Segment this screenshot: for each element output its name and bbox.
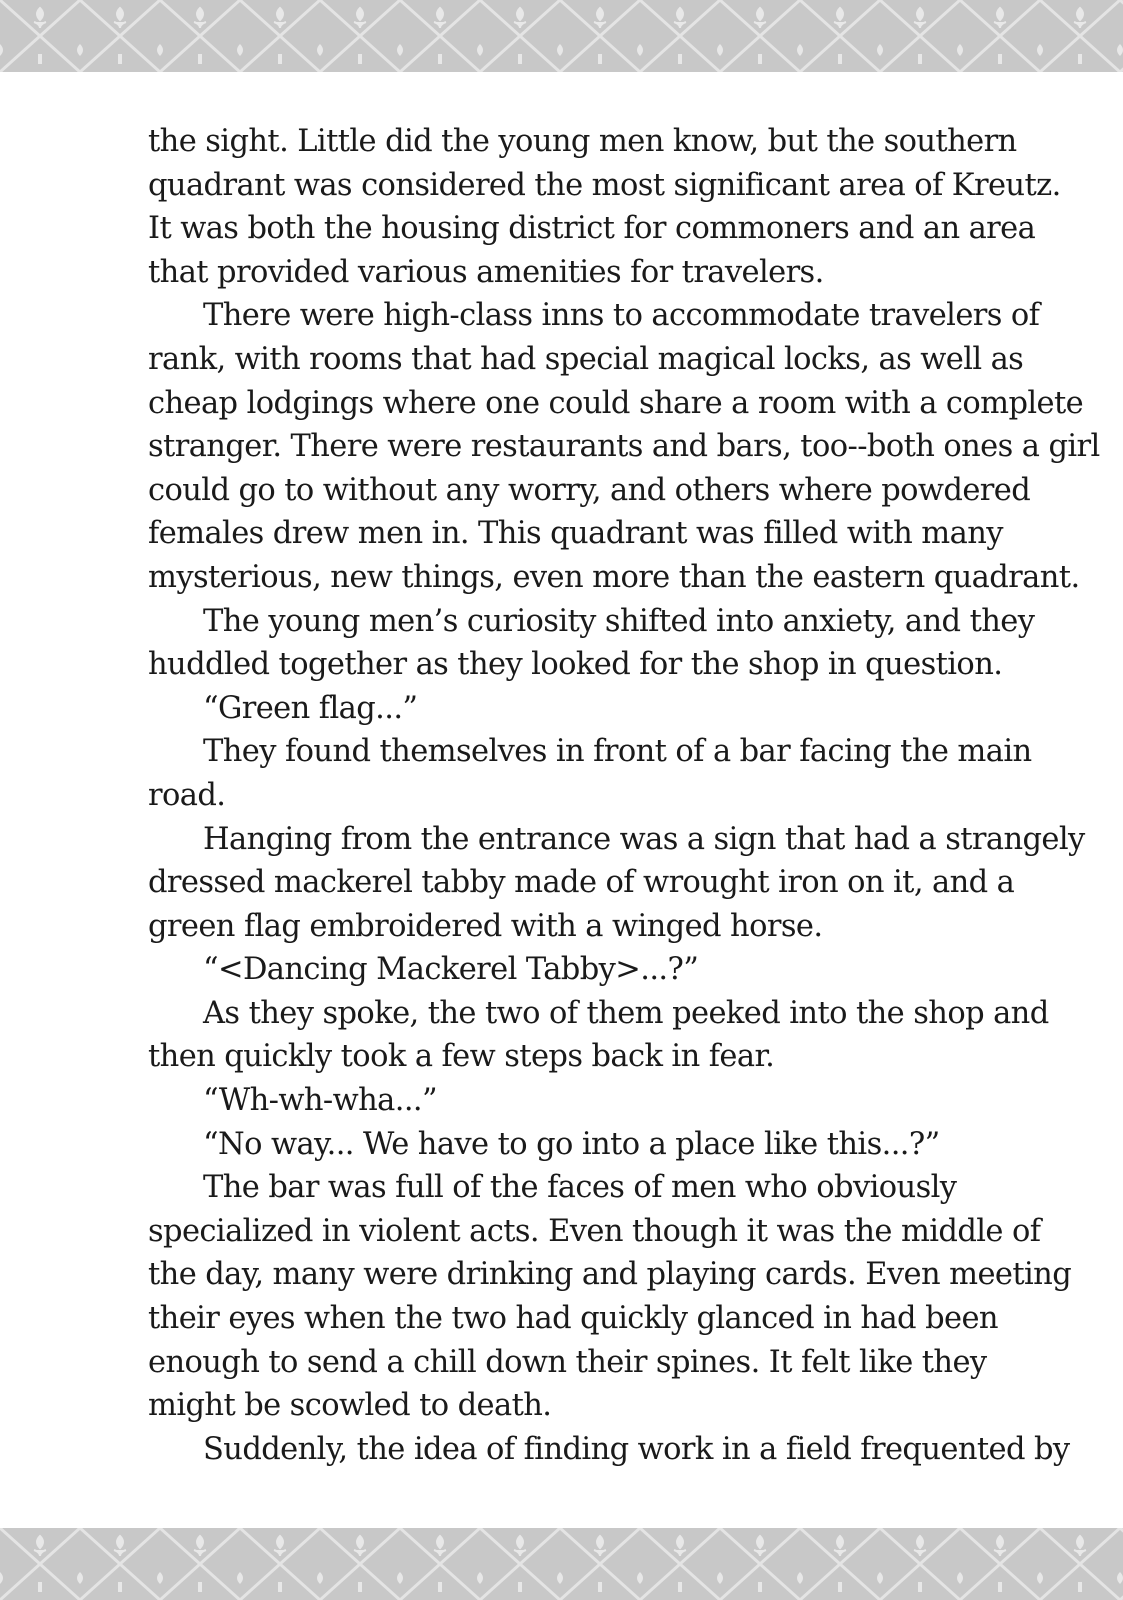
text-line: rank, with rooms that had special magical locks, as well as [148,341,1024,377]
text-line: Hanging from the entrance was a sign that had a strangely [203,821,1085,857]
text-line: road. [148,777,226,813]
text-line: mysterious, new things, even more than the eastern quadrant. [148,559,1080,595]
text-line: “Wh-wh-wha...” [203,1083,438,1119]
text-line: females drew men in. This quadrant was filled with many [148,516,1003,552]
text-line: stranger. There were restaurants and bars, too--both ones a girl [148,429,1100,465]
text-line: As they spoke, the two of them peeked into the shop and [203,995,1049,1031]
text-line: It was both the housing district for commoners and an area [148,211,1036,247]
text-line: that provided various amenities for travelers. [148,254,824,290]
text-line: might be scowled to death. [148,1388,552,1424]
text-line: “Green flag...” [203,690,418,726]
text-line: “No way... We have to go into a place like this...?” [203,1126,940,1162]
text-line: The young men’s curiosity shifted into anxiety, and they [203,603,1035,639]
lattice-pattern-top [0,0,1123,72]
text-line: “<Dancing Mackerel Tabby>...?” [203,952,699,988]
book-page-text [148,120,1100,1471]
text-line: the day, many were drinking and playing cards. Even meeting [148,1257,1072,1293]
text-line: green flag embroidered with a winged horse. [148,908,823,944]
text-line: Suddenly, the idea of finding work in a field frequented by [203,1431,1070,1467]
text-line: There were high-class inns to accommodate travelers of [203,298,1040,334]
text-line: their eyes when the two had quickly glanced in had been [148,1301,998,1337]
text-line: dressed mackerel tabby made of wrought iron on it, and a [148,865,1015,901]
top-decorative-border [0,0,1123,72]
lattice-pattern-bottom [0,1528,1123,1600]
text-line: cheap lodgings where one could share a room with a complete [148,385,1084,421]
text-line: The bar was full of the faces of men who obviously [203,1170,957,1206]
text-line: quadrant was considered the most significant area of Kreutz. [148,167,1061,203]
text-line: huddled together as they looked for the shop in question. [148,647,1003,683]
text-line: specialized in violent acts. Even though it was the middle of [148,1213,1041,1249]
text-line: then quickly took a few steps back in fear. [148,1039,775,1075]
text-line: They found themselves in front of a bar facing the main [203,734,1032,770]
text-line: could go to without any worry, and others where powdered [148,472,1031,508]
text-line: the sight. Little did the young men know, but the southern [148,124,1017,159]
bottom-decorative-border [0,1528,1123,1600]
text-line: enough to send a chill down their spines. It felt like they [148,1344,987,1380]
